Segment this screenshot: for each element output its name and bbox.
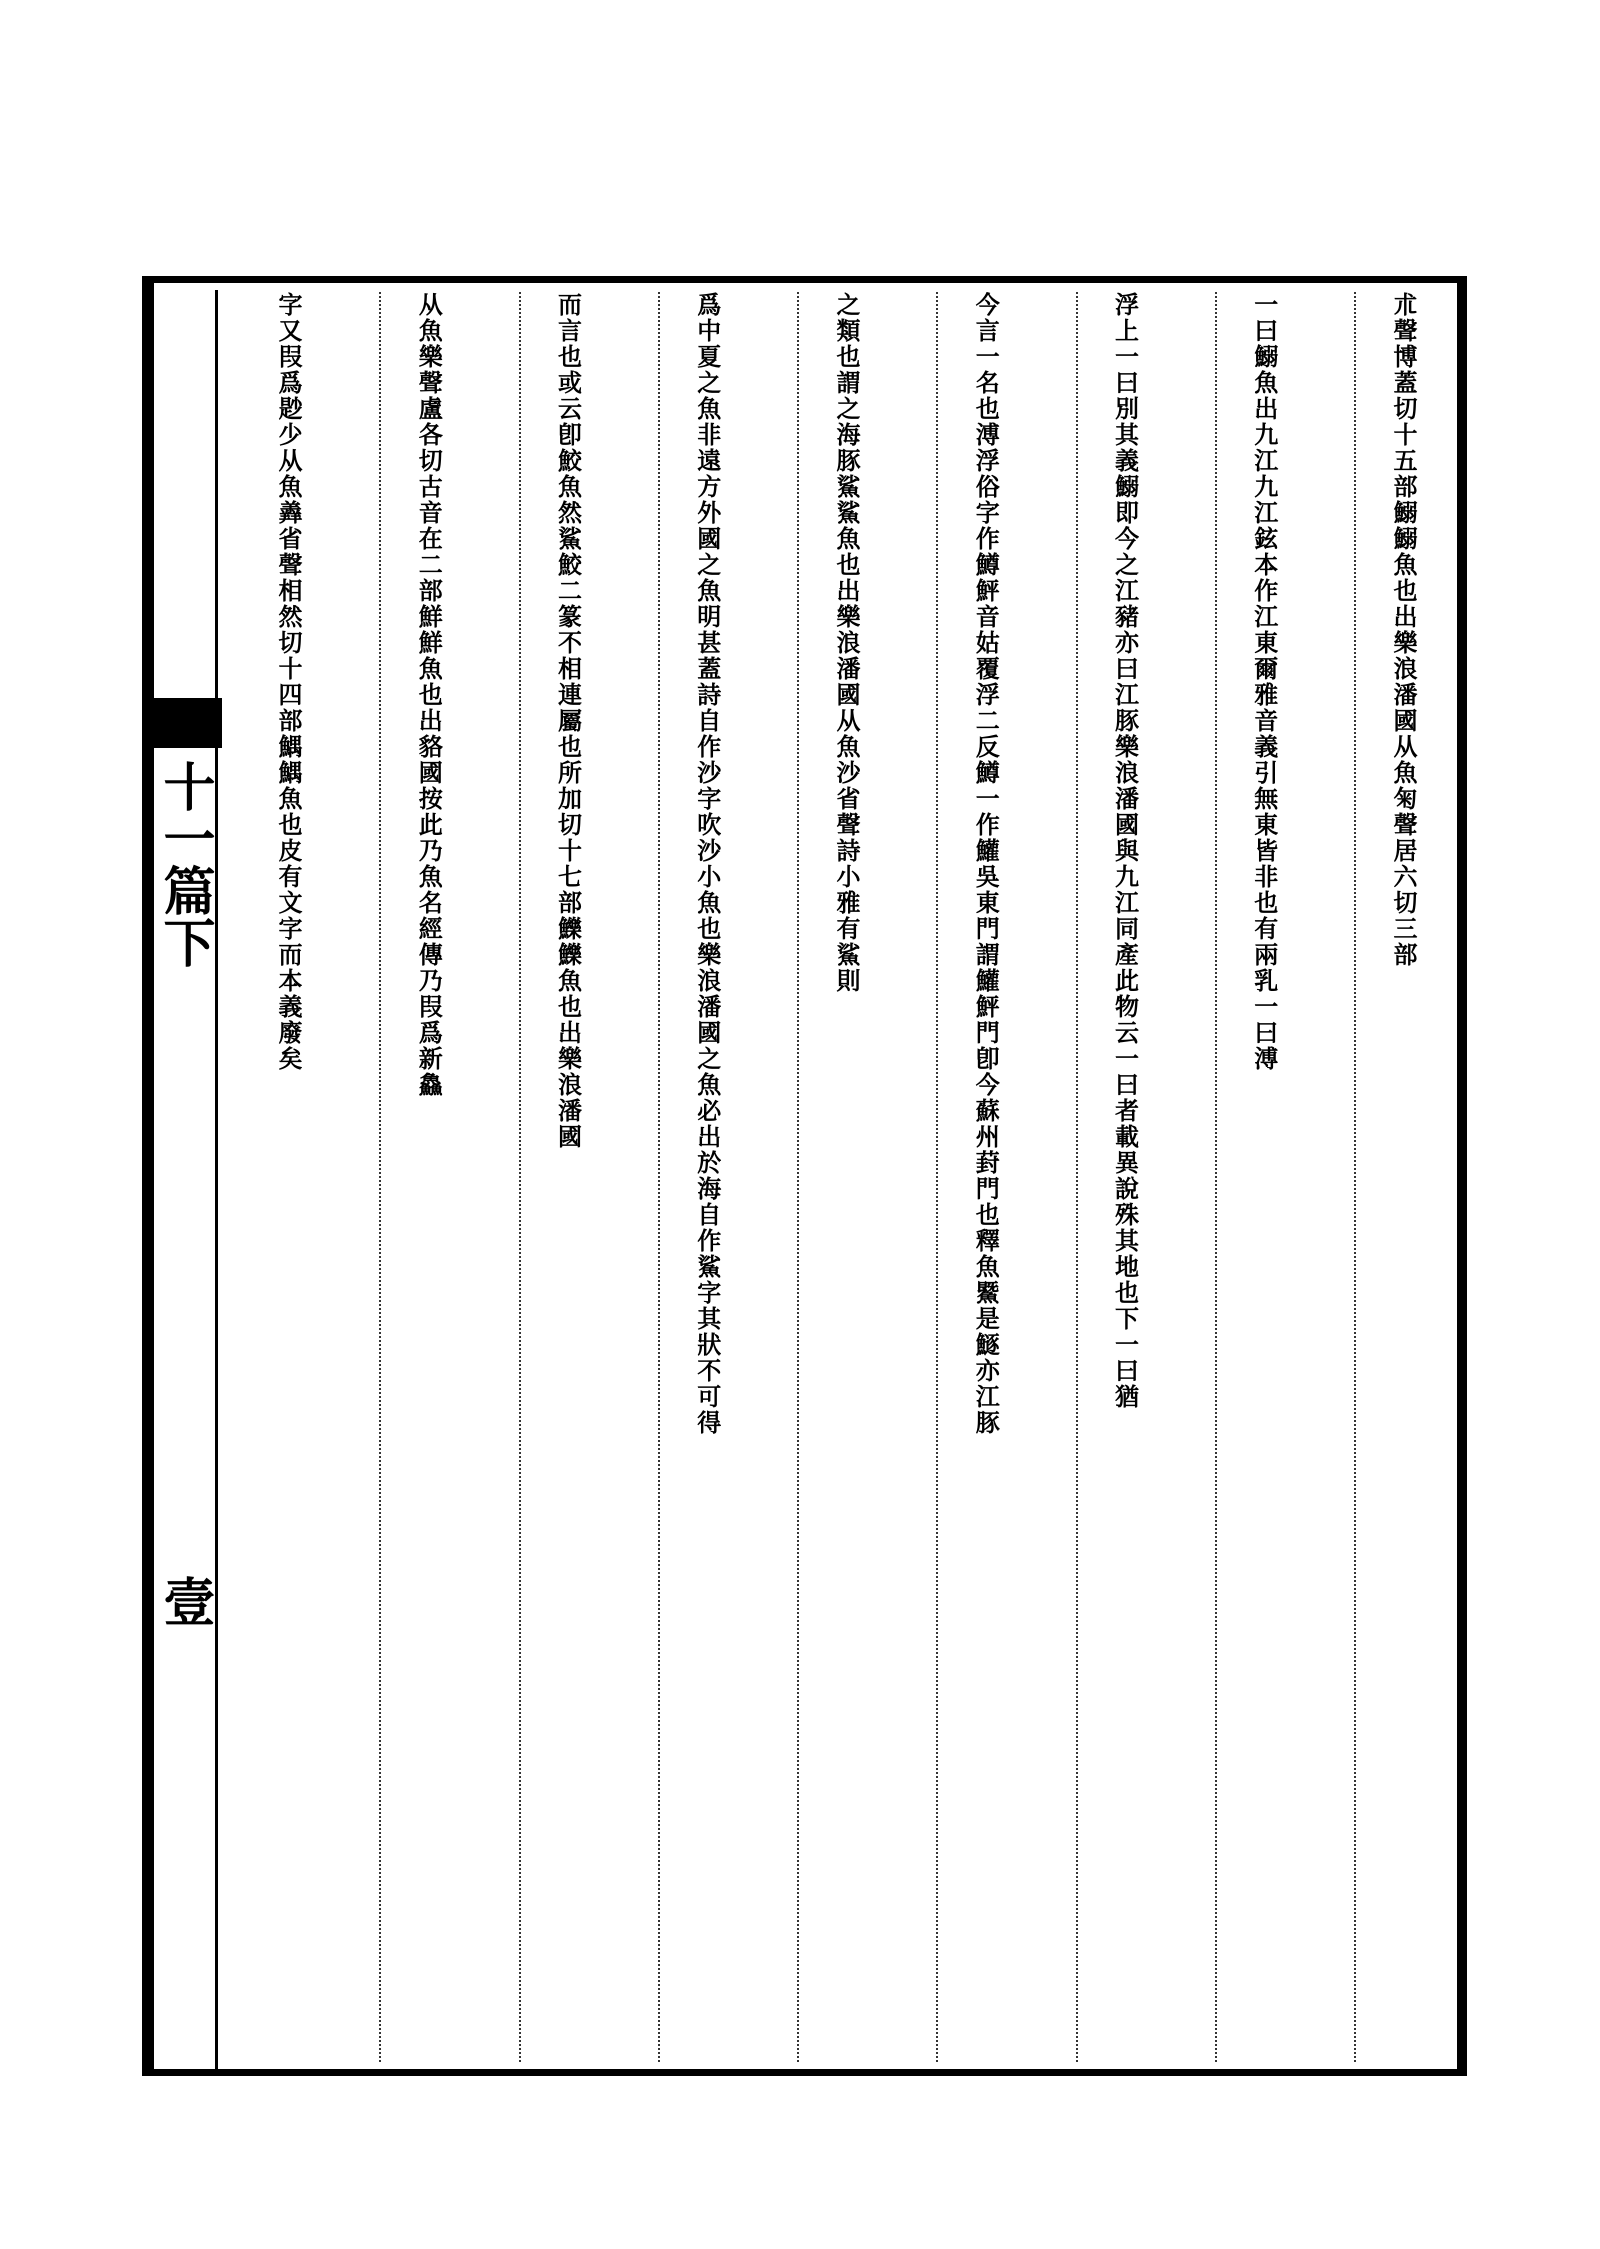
text-column (658, 292, 754, 2062)
margin-strip (150, 290, 218, 2070)
text-area (240, 292, 1450, 2062)
text-column (1354, 292, 1450, 2062)
column-text: 爲中夏之魚非遠方外國之魚明甚蓋詩自作沙字吹沙小魚也樂浪潘國之魚必出於海自作鯊字其狀不可得 (692, 292, 722, 1436)
column-text: 从魚樂聲盧各切古音在二部鮮鮮魚也出貉國按此乃魚名經傳乃叚爲新鱻 (414, 292, 444, 1098)
page-number: 壹 (154, 1575, 215, 1627)
text-column (379, 292, 475, 2062)
column-text: 一曰鰯魚出九江九江鉉本作江東爾雅音義引無東皆非也有兩乳一曰溥 (1249, 292, 1279, 1072)
margin-line-left (150, 290, 153, 2070)
column-text: 今言一名也溥浮俗字作鱒鮃音姑覆浮二反鱒一作鱹吳東門謂鱹鮃門卽今蘇州葑門也釋魚鱀是鱁亦江豚 (971, 292, 1001, 1436)
column-text: 浮上一曰別其義鰯即今之江豬亦曰江豚樂浪潘國與九江同產此物云一曰者載異說殊其地也下一曰猶 (1110, 292, 1140, 1410)
column-text: 字又叚爲尟少从魚羴省聲相然切十四部鰅鰅魚也皮有文字而本義廢矣 (274, 292, 303, 1072)
text-column (519, 292, 615, 2062)
text-column (240, 292, 336, 2062)
text-column (936, 292, 1032, 2062)
column-text: 而言也或云卽鮫魚然鯊鮫二篆不相連屬也所加切十七部鱳鱳魚也出樂浪潘國 (553, 292, 583, 1150)
margin-line-right (215, 290, 218, 2070)
column-text: 朮聲博蓋切十五部鰯鰯魚也出樂浪潘國从魚匊聲居六切三部 (1389, 292, 1418, 968)
volume-label: 十一篇下 (154, 760, 215, 968)
text-column (1076, 292, 1172, 2062)
text-column (797, 292, 893, 2062)
column-text: 之類也謂之海豚鯊鯊魚也出樂浪潘國从魚沙省聲詩小雅有鯊則 (832, 292, 861, 994)
fish-tail-mark (150, 698, 222, 748)
text-column (1215, 292, 1311, 2062)
